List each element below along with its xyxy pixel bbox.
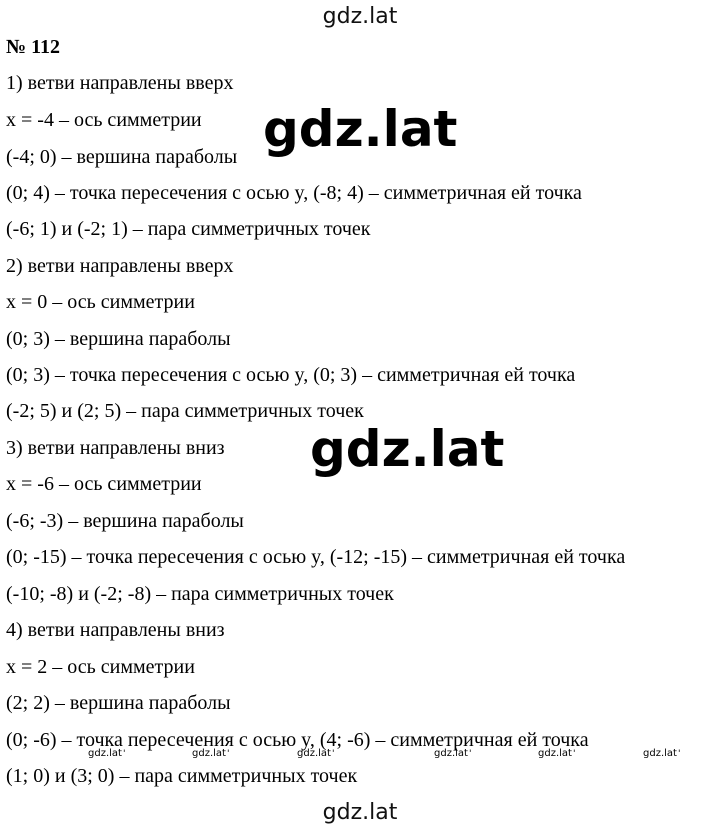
solution-line: x = -4 – ось симметрии	[6, 109, 202, 131]
watermark-small: gdz.lat '	[88, 748, 125, 759]
solution-line: (0; 3) – точка пересечения с осью y, (0; 3) – симметричная ей точка	[6, 364, 576, 386]
site-header[interactable]: gdz.lat	[322, 4, 398, 29]
solution-line: x = -6 – ось симметрии	[6, 473, 202, 495]
solution-line: x = 2 – ось симметрии	[6, 656, 195, 678]
solution-line: (0; 3) – вершина параболы	[6, 328, 231, 350]
watermark-logo: gdz.lat	[310, 420, 505, 478]
solution-line: (0; 4) – точка пересечения с осью y, (-8; 4) – симметричная ей точка	[6, 182, 582, 204]
watermark-small: gdz.lat '	[434, 748, 471, 759]
solution-line: 3) ветви направлены вниз	[6, 437, 225, 459]
solution-line: (1; 0) и (3; 0) – пара симметричных точек	[6, 765, 358, 787]
solution-line: (-6; 1) и (-2; 1) – пара симметричных точек	[6, 218, 371, 240]
solution-line: x = 0 – ось симметрии	[6, 291, 195, 313]
solution-line: 1) ветви направлены вверх	[6, 72, 234, 94]
watermark-small: gdz.lat '	[297, 748, 334, 759]
solution-line: (-10; -8) и (-2; -8) – пара симметричных точек	[6, 583, 394, 605]
solution-line: 4) ветви направлены вниз	[6, 619, 225, 641]
watermark-small: gdz.lat '	[538, 748, 575, 759]
watermark-small: gdz.lat '	[192, 748, 229, 759]
solution-line: (0; -15) – точка пересечения с осью y, (-12; -15) – симметричная ей точка	[6, 546, 626, 568]
solution-line: (0; -6) – точка пересечения с осью y, (4; -6) – симметричная ей точка	[6, 729, 589, 751]
solution-line: (2; 2) – вершина параболы	[6, 692, 231, 714]
solution-line: (-4; 0) – вершина параболы	[6, 146, 238, 168]
solution-line: (-2; 5) и (2; 5) – пара симметричных точек	[6, 400, 364, 422]
watermark-logo: gdz.lat	[263, 100, 458, 158]
site-footer[interactable]: gdz.lat	[322, 800, 398, 825]
solution-line: (-6; -3) – вершина параболы	[6, 510, 244, 532]
solution-line: 2) ветви направлены вверх	[6, 255, 234, 277]
exercise-title: № 112	[6, 36, 60, 58]
watermark-small: gdz.lat '	[643, 748, 680, 759]
